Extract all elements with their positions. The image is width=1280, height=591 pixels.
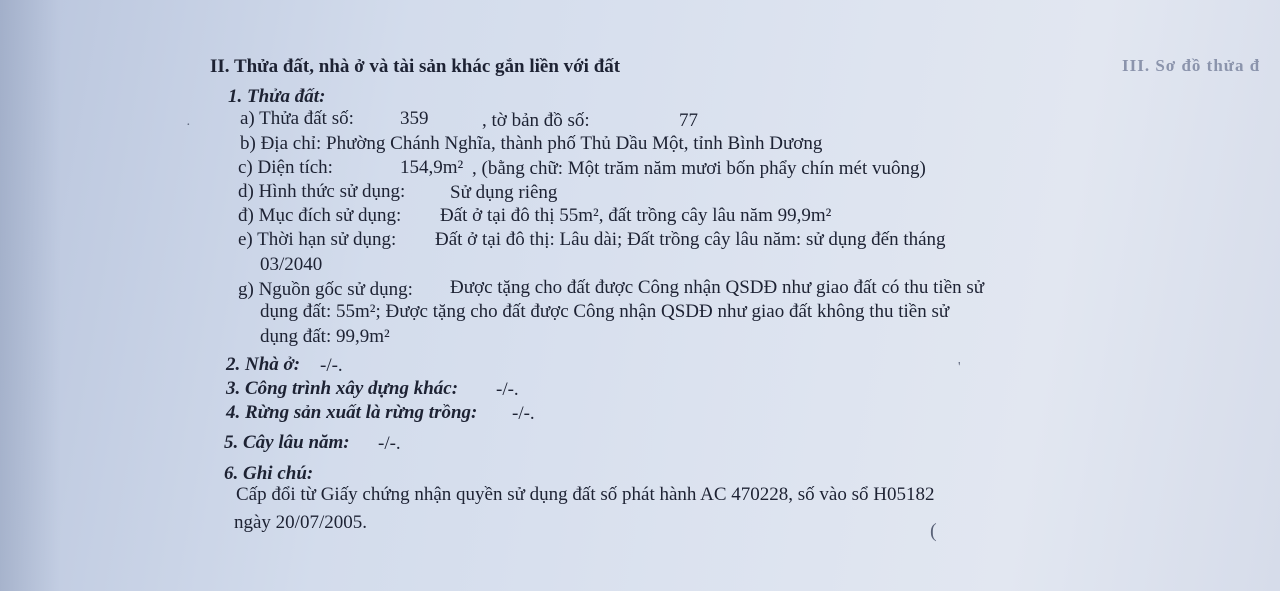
construction-value: -/-. <box>496 379 519 400</box>
page-shadow <box>0 0 60 591</box>
perennial-trees-value: -/-. <box>378 433 401 454</box>
usage-form-label: d) Hình thức sử dụng: <box>238 181 406 202</box>
area-in-words: , (bằng chữ: Một trăm năm mươi bốn phẩy chín mét vuông) <box>472 158 926 179</box>
origin-value-line-2: dụng đất: 55m²; Được tặng cho đất được Công nhận QSDĐ như giao đất không thu tiền sử <box>260 301 950 322</box>
stray-mark: ' <box>958 360 961 375</box>
address-line: b) Địa chỉ: Phường Chánh Nghĩa, thành phố Thủ Dầu Một, tỉnh Bình Dương <box>240 133 823 154</box>
origin-label: g) Nguồn gốc sử dụng: <box>238 279 413 300</box>
usage-form-value: Sử dụng riêng <box>450 182 558 203</box>
section-title: II. Thửa đất, nhà ở và tài sản khác gắn liền với đất <box>210 56 621 77</box>
parcel-number-label: a) Thửa đất số: <box>240 108 354 129</box>
notes-line-1: Cấp đổi từ Giấy chứng nhận quyền sử dụng đất số phát hành AC 470228, số vào sổ H05182 <box>236 484 935 505</box>
forest-value: -/-. <box>512 403 535 424</box>
origin-value-line-3: dụng đất: 99,9m² <box>260 326 390 347</box>
notes-line-2: ngày 20/07/2005. <box>234 512 367 533</box>
perennial-trees-heading: 5. Cây lâu năm: <box>224 432 350 453</box>
map-sheet-value: 77 <box>679 110 698 131</box>
usage-term-value-cont: 03/2040 <box>260 254 323 275</box>
usage-purpose-label: đ) Mục đích sử dụng: <box>238 205 402 226</box>
stray-mark: ( <box>930 520 937 542</box>
usage-term-label: e) Thời hạn sử dụng: <box>238 229 397 250</box>
area-label: c) Diện tích: <box>238 157 333 178</box>
map-sheet-label: , tờ bản đồ số: <box>482 110 590 131</box>
usage-term-value: Đất ở tại đô thị: Lâu dài; Đất trồng cây lâu năm: sử dụng đến tháng <box>435 229 946 250</box>
usage-purpose-value: Đất ở tại đô thị 55m², đất trồng cây lâu năm 99,9m² <box>440 205 832 226</box>
origin-value-line-1: Được tặng cho đất được Công nhận QSDĐ như giao đất có thu tiền sử <box>450 277 985 298</box>
construction-heading: 3. Công trình xây dựng khác: <box>226 378 459 399</box>
notes-heading: 6. Ghi chú: <box>224 463 314 484</box>
area-value: 154,9m² <box>400 157 464 178</box>
stray-mark: · <box>186 118 191 133</box>
house-value: -/-. <box>320 355 343 376</box>
parcel-heading: 1. Thửa đất: <box>228 86 326 107</box>
section-title-right-fragment: III. Sơ đồ thửa đ <box>1122 56 1261 75</box>
forest-heading: 4. Rừng sản xuất là rừng trồng: <box>226 402 478 423</box>
parcel-number-value: 359 <box>400 108 429 129</box>
house-heading: 2. Nhà ở: <box>226 354 301 375</box>
